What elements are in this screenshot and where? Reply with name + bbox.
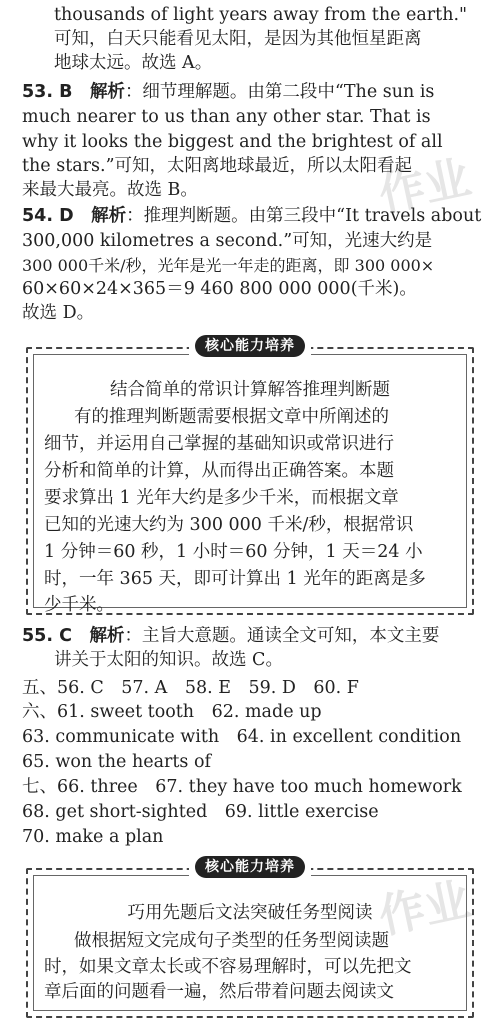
question-number: 54. D [22,206,74,226]
text-line: ：推理判断题。由第三段中“It travels about [126,206,482,226]
answer-line: 五、56. C 57. A 58. E 59. D 60. F [22,678,359,698]
question-55 [22,625,439,648]
answer-line: 68. get short-sighted 69. little exercise [22,802,379,822]
text-line: ：细节理解题。由第二段中“The sun is [124,82,435,102]
text-line: 来最大最亮。故选 B。 [22,180,198,200]
tip-line: 少千米。 [44,595,114,615]
tip-line: 细节，并运用自己掌握的基础知识或常识进行 [44,434,394,454]
text-line: 地球太远。故选 A。 [54,53,213,73]
answer-line: 65. won the hearts of [22,752,211,772]
tip-title: 结合简单的常识计算解答推理判断题 [110,380,390,400]
question-number: 53. B [22,82,73,102]
text-line: why it looks the biggest and the brightest of all [22,132,443,152]
text-line: ：主旨大意题。通读全文可知，本文主要 [124,626,440,646]
watermark-top: 作业 [374,149,476,222]
question-number: 55. C [22,626,72,646]
tip-line: 做根据短文完成句子类型的任务型阅读题 [74,931,389,951]
question-53 [22,81,434,104]
tip-box [26,859,474,1018]
tip-banner: 核心能力培养 [189,856,311,878]
text-line: 300 000千米/秒，光年是光一年走的距离，即 300 000× [22,256,435,275]
tip-line: 分析和简单的计算，从而得出正确答案。本题 [44,461,394,481]
answer-line: 70. make a plan [22,827,164,847]
answer-line: 63. communicate with 64. in excellent condition [22,727,462,747]
analysis-label: 解析 [89,626,125,646]
text-line: 可知，白天只能看见太阳，是因为其他恒星距离 [54,29,422,49]
analysis-label: 解析 [89,82,125,102]
tip-line: 章后面的问题看一遍，然后带着问题去阅读文 [44,982,394,1002]
watermark-bottom: 作业 [374,871,476,944]
tip-line: 时，如果文章太长或不容易理解时，可以先把文 [44,957,412,977]
tip-line: 1 分钟＝60 秒，1 小时＝60 分钟，1 天＝24 小 [44,542,423,562]
tip-banner: 核心能力培养 [189,335,311,357]
tip-title: 巧用先题后文法突破任务型阅读 [127,903,373,923]
answer-line: 六、61. sweet tooth 62. made up [22,702,322,722]
text-line: the stars.”可知，太阳离地球最近，所以太阳看起 [22,156,413,176]
text-line: 60×60×24×365＝9 460 800 000 000(千米)。 [22,279,417,299]
tip-line: 已知的光速大约为 300 000 千米/秒，根据常识 [44,515,414,535]
tip-line: 时，一年 365 天，即可计算出 1 光年的距离是多 [44,569,426,589]
question-54 [22,205,481,228]
text-line: 300,000 kilometres a second.”可知，光速大约是 [22,231,433,251]
tip-box [26,338,474,615]
tip-line: 有的推理判断题需要根据文章中所阐述的 [74,407,389,427]
tip-line: 要求算出 1 光年大约是多少千米，而根据文章 [44,488,399,508]
text-line: thousands of light years away from the earth." [54,5,468,25]
text-line: much nearer to us than any other star. That is [22,107,431,127]
analysis-label: 解析 [91,206,127,226]
text-line: 故选 D。 [22,303,95,323]
answer-line: 七、66. three 67. they have too much homework [22,777,462,797]
text-line: 讲关于太阳的知识。故选 C。 [54,650,283,670]
